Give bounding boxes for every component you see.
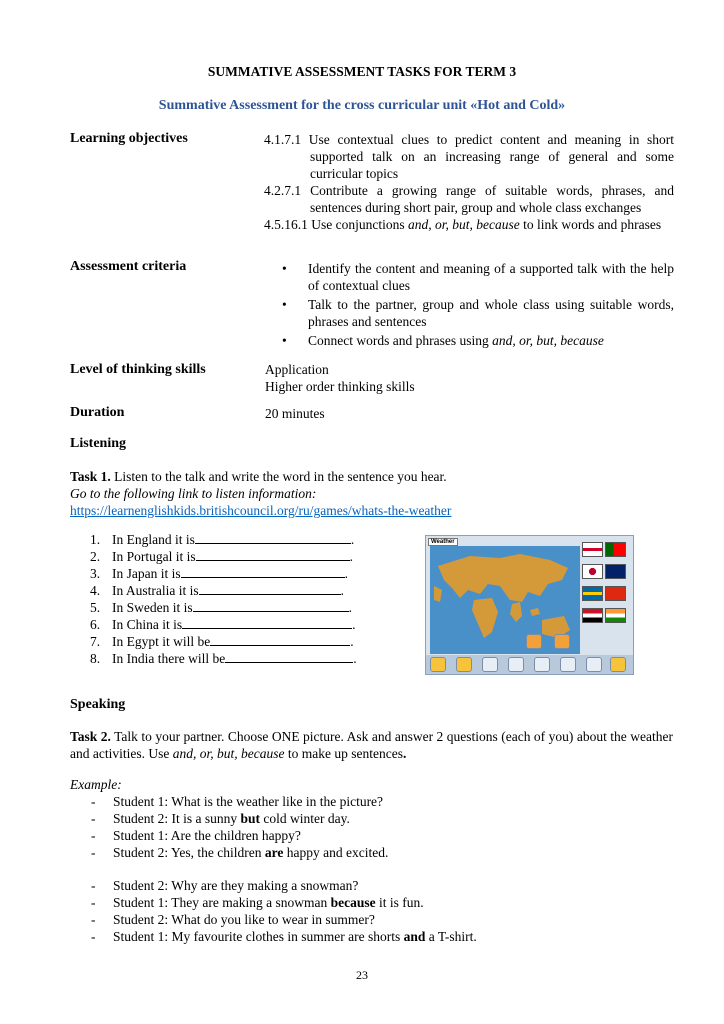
- japan-flag-icon[interactable]: [582, 564, 603, 579]
- question-text: In England it is: [112, 532, 195, 547]
- flag-grid: [582, 542, 630, 630]
- objective-emphasis: and, or, but, because: [408, 217, 520, 232]
- question-number: 6.: [90, 617, 101, 632]
- task-1: [70, 468, 670, 519]
- line-text: Student 2: Yes, the children: [113, 845, 265, 860]
- line-text: cold winter day.: [260, 811, 350, 826]
- criterion-text: Identify the content and meaning of a supported talk with the help of contextual clues: [308, 261, 674, 293]
- objective-3: [264, 216, 674, 233]
- weather-toolbar: [426, 655, 633, 674]
- dialogue-line: [91, 793, 671, 810]
- question-text: In India there will be: [112, 651, 226, 666]
- question-number: 2.: [90, 549, 101, 564]
- line-bold: and: [403, 929, 426, 944]
- task-1-instruction: [70, 468, 670, 485]
- speaking-heading: Speaking: [70, 697, 126, 712]
- dialogue-line: [91, 928, 671, 945]
- dash-icon: -: [91, 912, 96, 927]
- flag-icon[interactable]: [610, 657, 626, 672]
- objective-2: [264, 182, 674, 216]
- page-subtitle: Summative Assessment for the cross curricular unit «Hot and Cold»: [158, 98, 566, 113]
- line-text: Student 1: What is the weather like in the picture?: [113, 794, 384, 809]
- question-item: 4. In Australia it is .: [90, 583, 344, 598]
- dialogue-line: [91, 827, 671, 844]
- dash-icon: -: [91, 929, 96, 944]
- game-tag: Weather: [428, 538, 458, 546]
- objective-text: Use conjunctions: [311, 217, 408, 232]
- criteria-label: Assessment criteria: [70, 259, 187, 274]
- line-bold: but: [240, 811, 261, 826]
- task-end: .: [402, 746, 407, 761]
- dialogue-line: [91, 911, 671, 928]
- portugal-flag-icon[interactable]: [605, 542, 626, 557]
- egypt-flag-icon[interactable]: [582, 608, 603, 623]
- dash-icon: -: [91, 895, 96, 910]
- dialogue-line: [91, 894, 671, 911]
- line-bold: because: [330, 895, 376, 910]
- dash-icon: -: [91, 828, 96, 843]
- task-label: Task 1.: [70, 469, 111, 484]
- objective-code: 4.2.7.1: [264, 183, 302, 198]
- speaker-icon[interactable]: [526, 634, 542, 649]
- page-title: SUMMATIVE ASSESSMENT TASKS FOR TERM 3: [207, 64, 517, 79]
- task-label: Task 2.: [70, 729, 111, 744]
- example-dialogue-2: [91, 877, 671, 945]
- link-intro: [70, 485, 670, 502]
- wind-icon[interactable]: [534, 657, 550, 672]
- answer-blank[interactable]: [225, 651, 353, 663]
- dash-icon: -: [91, 794, 96, 809]
- snow-icon[interactable]: [560, 657, 576, 672]
- answer-blank[interactable]: [193, 600, 349, 612]
- objective-text: to link words and phrases: [519, 217, 662, 232]
- example-label: [70, 776, 122, 793]
- line-text: Student 1: They are making a snowman: [113, 895, 331, 910]
- bullet-icon: •: [282, 261, 287, 276]
- question-number: 7.: [90, 634, 101, 649]
- thinking-line: Higher order thinking skills: [265, 379, 415, 394]
- dash-icon: -: [91, 878, 96, 893]
- question-item: 7. In Egypt it will be .: [90, 634, 354, 649]
- objectives-list: [264, 131, 674, 233]
- thinking-label: Level of thinking skills: [70, 362, 206, 377]
- criterion-1: [282, 260, 674, 294]
- sun-icon[interactable]: [430, 657, 446, 672]
- answer-blank[interactable]: [195, 532, 351, 544]
- china-flag-icon[interactable]: [605, 586, 626, 601]
- listening-questions: [90, 532, 357, 668]
- dialogue-line: [91, 810, 671, 827]
- objective-text: Use contextual clues to predict content and meaning in short supported talk on an increasing range of general and some curricular topics: [308, 132, 674, 181]
- question-item: 3. In Japan it is .: [90, 566, 348, 581]
- australia-flag-icon[interactable]: [605, 564, 626, 579]
- snowman-icon[interactable]: [586, 657, 602, 672]
- bullet-icon: •: [282, 297, 287, 312]
- task-2-instruction: [70, 728, 673, 762]
- question-text: In Japan it is: [112, 566, 181, 581]
- question-item: 8. In India there will be .: [90, 651, 357, 666]
- cloud-icon[interactable]: [482, 657, 498, 672]
- weather-game-link[interactable]: https://learnenglishkids.britishcouncil.org/ru/games/whats-the-weather: [70, 503, 452, 518]
- question-text: In China it is: [112, 617, 183, 632]
- line-text: a T-shirt.: [425, 929, 477, 944]
- criterion-text: Talk to the partner, group and whole class using suitable words, phrases and sentences: [308, 297, 674, 329]
- example-dialogue-1: [91, 793, 671, 861]
- criterion-3: [282, 332, 674, 349]
- link-intro-text: Go to the following link to listen information:: [70, 486, 317, 501]
- dialogue-line: [91, 844, 671, 861]
- listening-heading: Listening: [70, 436, 127, 451]
- question-number: 5.: [90, 600, 101, 615]
- line-text: Student 2: Why are they making a snowman?: [113, 878, 359, 893]
- hot-icon[interactable]: [456, 657, 472, 672]
- england-flag-icon[interactable]: [582, 542, 603, 557]
- question-text: In Sweden it is: [112, 600, 193, 615]
- page-number: 23: [356, 968, 368, 982]
- line-text: Student 2: It is a sunny: [113, 811, 241, 826]
- india-flag-icon[interactable]: [605, 608, 626, 623]
- duration-label: Duration: [70, 405, 125, 420]
- question-item: 2. In Portugal it is .: [90, 549, 353, 564]
- question-number: 4.: [90, 583, 101, 598]
- question-item: 6. In China it is .: [90, 617, 356, 632]
- line-text: Student 1: My favourite clothes in summer are shorts: [113, 929, 404, 944]
- task-emphasis: and, or, but, because: [172, 746, 285, 761]
- rain-icon[interactable]: [508, 657, 524, 672]
- bullet-icon: •: [282, 333, 287, 348]
- question-number: 3.: [90, 566, 101, 581]
- weather-game-image: [425, 535, 634, 675]
- question-item: 1. In England it is .: [90, 532, 355, 547]
- question-item: 5. In Sweden it is .: [90, 600, 352, 615]
- sweden-flag-icon[interactable]: [582, 586, 603, 601]
- question-number: 1.: [90, 532, 101, 547]
- thinking-line: Application: [265, 362, 329, 377]
- line-bold: are: [264, 845, 284, 860]
- answer-blank[interactable]: [181, 566, 345, 578]
- dialogue-line: [91, 877, 671, 894]
- answer-blank[interactable]: [182, 617, 352, 629]
- question-text: In Australia it is: [112, 583, 199, 598]
- question-text: In Portugal it is: [112, 549, 196, 564]
- line-text: happy and excited.: [283, 845, 389, 860]
- objective-1: [264, 131, 674, 182]
- duration-value: 20 minutes: [265, 406, 325, 421]
- answer-blank[interactable]: [210, 634, 350, 646]
- criterion-2: [282, 296, 674, 330]
- criterion-emphasis: and, or, but, because: [492, 333, 604, 348]
- line-text: Student 2: What do you like to wear in summer?: [113, 912, 375, 927]
- dash-icon: -: [91, 845, 96, 860]
- task-text: to make up sentences: [284, 746, 403, 761]
- question-number: 8.: [90, 651, 101, 666]
- speech-bubble-icon[interactable]: [554, 634, 570, 649]
- line-text: it is fun.: [375, 895, 424, 910]
- criterion-text: Connect words and phrases using: [308, 333, 493, 348]
- objectives-label: Learning objectives: [70, 131, 188, 146]
- objective-code: 4.5.16.1: [264, 217, 308, 232]
- objective-code: 4.1.7.1: [264, 132, 302, 147]
- task-text: Talk to your partner. Choose ONE picture. Ask and answer 2 questions (each of you) about the weather and activities. Use: [70, 729, 673, 761]
- answer-blank[interactable]: [199, 583, 341, 595]
- thinking-values: [265, 361, 415, 395]
- question-text: In Egypt it will be: [112, 634, 211, 649]
- task-text: Listen to the talk and write the word in the sentence you hear.: [110, 469, 447, 484]
- dash-icon: -: [91, 811, 96, 826]
- example-label-text: Example:: [70, 777, 122, 792]
- line-text: Student 1: Are the children happy?: [113, 828, 301, 843]
- answer-blank[interactable]: [196, 549, 350, 561]
- objective-text: Contribute a growing range of suitable words, phrases, and sentences during short pair, group and whole class exchanges: [310, 183, 674, 215]
- criteria-list: [282, 260, 674, 351]
